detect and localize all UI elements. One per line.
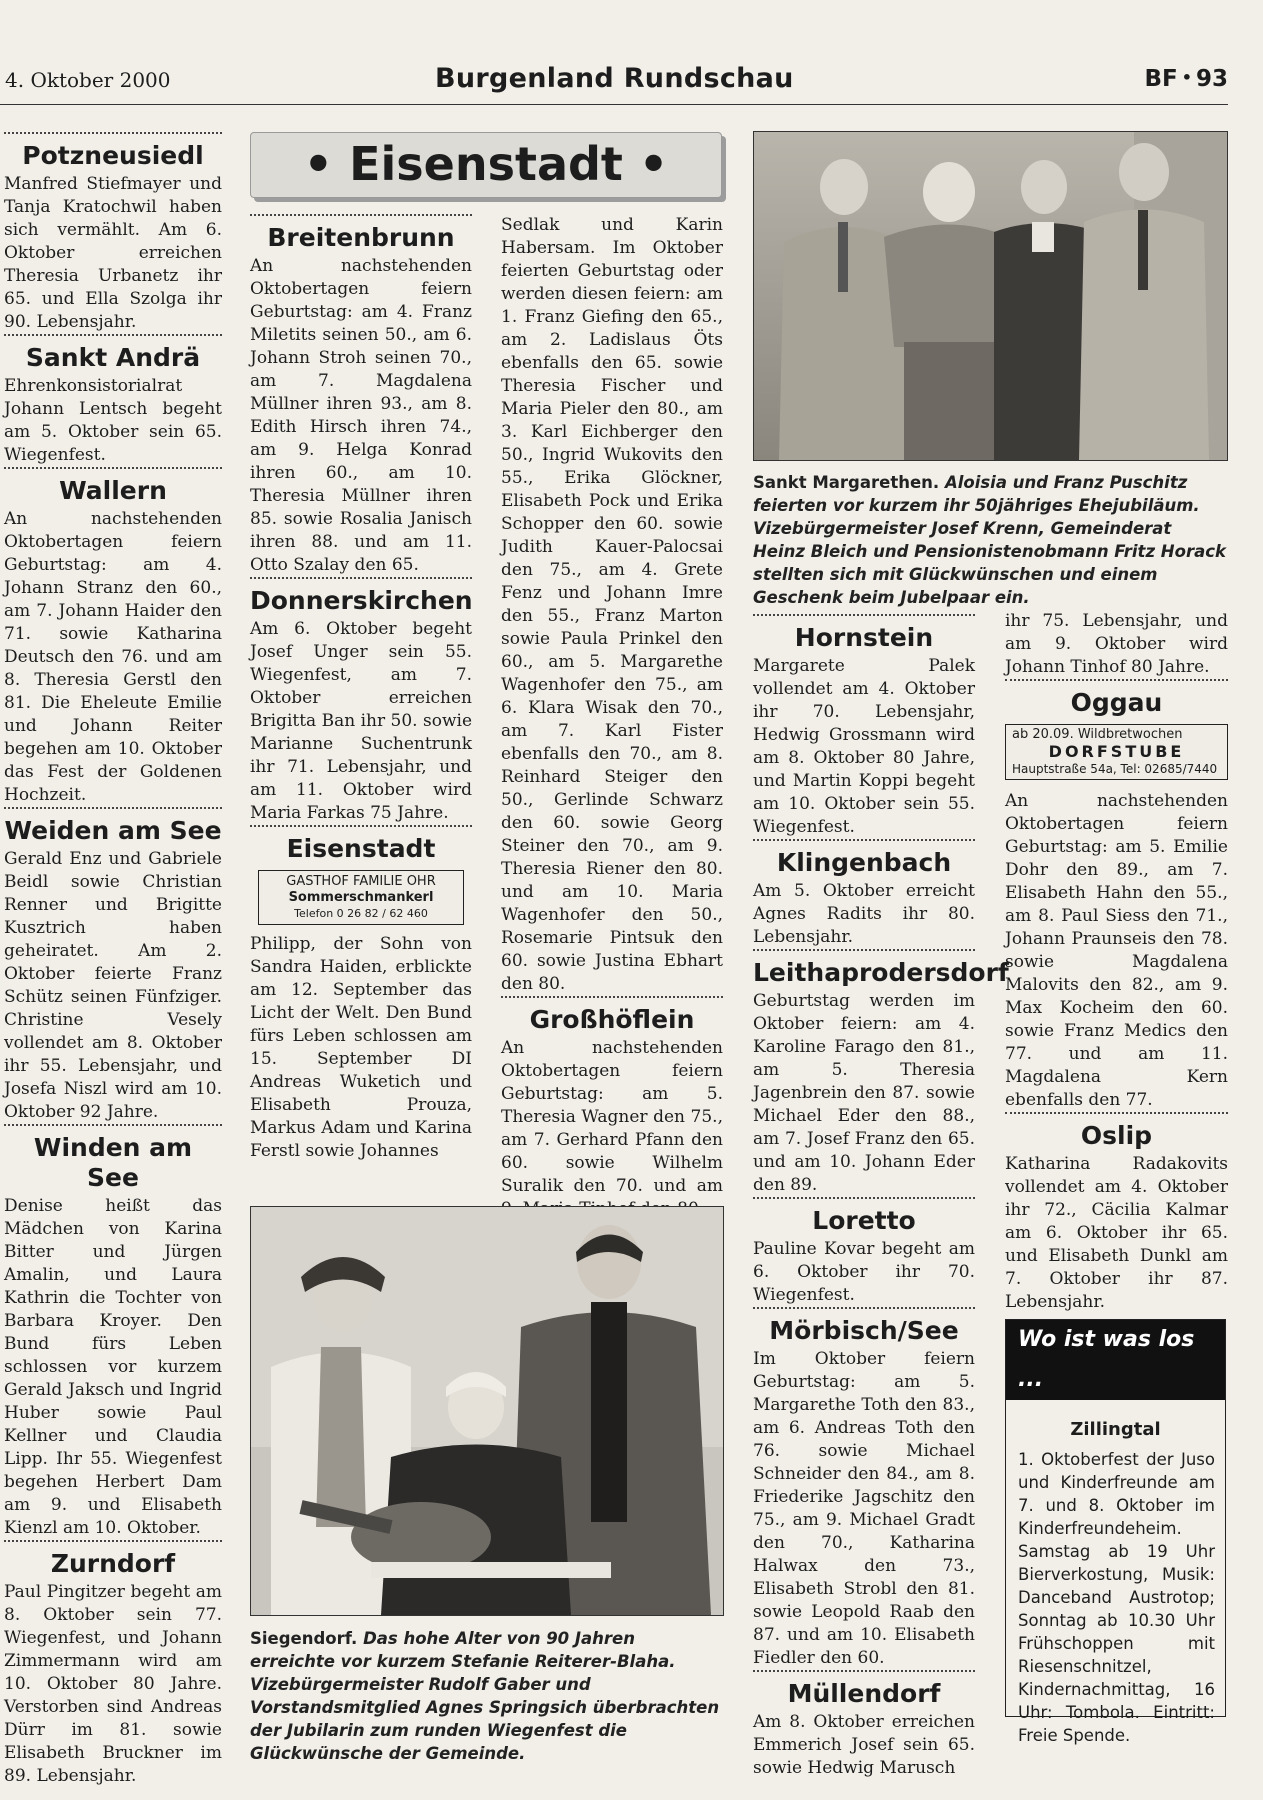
page-number-block — [1145, 66, 1229, 92]
section-text: Am 6. Oktober begeht Josef Unger sein 55. Wiegenfest, am 7. Oktober erreichen Brigitta Ban ihr 50. sowie Marianne Suchentrunk ihr 71. Lebensjahr, und am 11. Oktober wird Maria Farkas 75 Jahre. — [250, 619, 472, 823]
section-heading: Eisenstadt — [250, 825, 472, 864]
section-heading: Zurndorf — [4, 1540, 222, 1579]
section-muellendorf-continued — [1005, 610, 1228, 679]
page-code: BF — [1144, 66, 1178, 92]
ad-line: Hauptstraße 54a, Tel: 02685/7440 — [1012, 762, 1218, 776]
caption-siegendorf — [250, 1627, 725, 1765]
section-text: Am 5. Oktober erreicht Agnes Radits ihr 80. Lebensjahr. — [753, 881, 975, 947]
section-oggau — [1005, 679, 1228, 1112]
section-text: Geburtstag werden im Oktober feiern: am 4. Karoline Farago den 81., am 5. Theresia Jagenbrein den 87. sowie Michael Eder den 88., am 7. Josef Franz den 65. und am 10. Johann Eder den 89. — [753, 991, 975, 1195]
section-heading: Potzneusiedl — [4, 132, 222, 171]
section-heading: Donnerskirchen — [250, 577, 472, 616]
events-box — [1005, 1319, 1226, 1745]
separator-dot: • — [1181, 68, 1192, 87]
section-text: Ehrenkonsistorialrat Johann Lentsch begeht am 5. Oktober sein 65. Wiegenfest. — [4, 376, 222, 465]
section-heading: Großhöflein — [501, 996, 723, 1035]
section-moerbisch — [753, 1307, 975, 1670]
section-weiden-am-see — [4, 807, 222, 1124]
section-heading: Mörbisch/See — [753, 1307, 975, 1346]
section-heading: Winden am See — [4, 1124, 222, 1193]
section-text: Denise heißt das Mädchen von Karina Bitter und Jürgen Amalin, und Laura Kathrin die Tochter von Barbara Kroyer. Den Bund fürs Leben schlossen vor kurzem Gerald Jaksch und Ingrid Huber sowie Paul Kellner und Claudia Lipp. Ihr 55. Wiegenfest begehen Herbert Dam am 9. und Elisabeth Kienzl am 10. Oktober. — [4, 1196, 222, 1538]
section-text: Philipp, der Sohn von Sandra Haiden, erblickte am 12. September das Licht der Welt. Den Bund fürs Leben schlossen am 15. September DI Andreas Wuketich und Elisabeth Prouza, Markus Adam und Karina Ferstl sowie Johannes — [250, 934, 472, 1161]
advertisement-gasthof — [258, 870, 464, 925]
section-text: Paul Pingitzer begeht am 8. Oktober sein 77. Wiegenfest, und Johann Zimmermann wird am 10. Oktober 80 Jahre. Verstorben sind Andreas Dürr im 81. sowie Elisabeth Bruckner im 89. Lebensjahr. — [4, 1582, 222, 1786]
events-box-title: Wo ist was los ... — [1006, 1320, 1225, 1400]
section-text: An nachstehenden Oktobertagen feiern Geburtstag: am 4. Johann Stranz den 60., am 7. Johann Haider den 71. sowie Katharina Deutsch den 76. und am 8. Theresia Gerstl den 81. Die Eheleute Emilie und Johann Reiter begehen am 10. Oktober das Fest der Goldenen Hochzeit. — [4, 509, 222, 805]
section-text: Gerald Enz und Gabriele Beidl sowie Christian Renner und Brigitte Kusztrich haben geheiratet. Am 2. Oktober feierte Franz Schütz seinen Fünfziger. Christine Vesely vollendet am 8. Oktober ihr 55. Lebensjahr, und Josefa Niszl wird am 10. Oktober 92 Jahre. — [4, 849, 222, 1122]
advertisement-dorfstube — [1005, 724, 1228, 780]
ad-line: Telefon 0 26 82 / 62 460 — [294, 907, 428, 920]
section-text: Sedlak und Karin Habersam. Im Oktober feierten Geburtstag oder werden diesen feiern: am 1. Franz Giefing den 65., am 2. Ladislaus Öts ebenfalls den 65. sowie Theresia Fischer und Maria Pieler den 80., am 3. Karl Eichberger den 50., Ingrid Wukovits den 55., Erika Glöckner, Elisabeth Pock und Erika Schopper den 60. sowie Judith Kauer-Palocsai den 75., am 4. Grete Fenz und Johann Imre den 55., Franz Marton sowie Paula Prinkel den 60., am 5. Margarethe Wagenhofer den 75., am 6. Klara Wisak den 70., am 7. Karl Fister ebenfalls den 70., am 8. Reinhard Steiger den 50., Gerlinde Schwarz den 60. sowie Georg Steiner den 70., am 9. Theresia Riener den 80. und am 10. Maria Wagenhofer den 50., Rosemarie Pintsuk den 60. sowie Justina Ebhart den 80. — [501, 215, 723, 994]
column-3 — [501, 214, 723, 1221]
section-text: Im Oktober feiern Geburtstag: am 5. Margarethe Toth den 83., am 6. Andreas Toth den 76. sowie Michael Schneider den 84., am 8. Friederike Jagschitz den 75., am 9. Michael Gradt den 70., Katharina Halwax den 73., Elisabeth Strobl den 81. sowie Leopold Raab den 87. und am 10. Elisabeth Fiedler den 60. — [753, 1349, 975, 1668]
caption-lead: Sankt Margarethen. — [753, 473, 940, 492]
section-heading: Hornstein — [753, 614, 975, 653]
section-oslip — [1005, 1112, 1228, 1314]
section-hornstein — [753, 614, 975, 839]
caption-lead: Siegendorf. — [250, 1629, 358, 1648]
section-eisenstadt — [250, 825, 472, 1163]
section-donnerskirchen — [250, 577, 472, 825]
region-banner-title: • Eisenstadt • — [303, 137, 669, 191]
issue-date: 4. Oktober 2000 — [5, 68, 171, 92]
section-text: Am 8. Oktober erreichen Emmerich Josef sein 65. sowie Hedwig Marusch — [753, 1712, 975, 1778]
photo-siegendorf — [250, 1206, 724, 1616]
events-text: 1. Oktoberfest der Juso und Kinderfreunde am 7. und 8. Oktober im Kinderfreundeheim. Samstag ab 19 Uhr Bierverkostung, Musik: Danceband Austrotop; Sonntag ab 10.30 Uhr Frühschoppen mit Riesenschnitzel, Kindernachmittag, 16 Uhr: Tombola. Eintritt: Freie Spende. — [1018, 1450, 1215, 1745]
section-heading: Wallern — [4, 467, 222, 506]
section-heading: Oslip — [1005, 1112, 1228, 1151]
section-heading: Klingenbach — [753, 839, 975, 878]
section-sankt-andrae — [4, 334, 222, 467]
section-text: An nachstehenden Oktobertagen feiern Geburtstag: am 4. Franz Miletits seinen 50., am 6. Johann Stroh seinen 70., am 7. Magdalena Müllner ihren 93., am 8. Edith Hirsch ihren 74., am 9. Helga Konrad ihren 60., am 10. Theresia Müllner ihren 85. sowie Rosalia Janisch ihren 88. und am 11. Otto Szalay den 65. — [250, 256, 472, 575]
section-wallern — [4, 467, 222, 807]
column-2 — [250, 214, 472, 1163]
ad-line: DORFSTUBE — [1048, 742, 1185, 761]
page-header — [0, 60, 1228, 105]
column-5 — [1005, 610, 1228, 1314]
section-heading: Sankt Andrä — [4, 334, 222, 373]
section-breitenbrunn — [250, 214, 472, 577]
section-potzneusiedl — [4, 132, 222, 334]
section-heading: Weiden am See — [4, 807, 222, 846]
section-klingenbach — [753, 839, 975, 949]
newspaper-title: Burgenland Rundschau — [435, 63, 794, 94]
section-heading: Leithaprodersdorf — [753, 949, 975, 988]
ad-line: GASTHOF FAMILIE OHR — [286, 874, 436, 889]
section-text: Katharina Radakovits vollendet am 4. Oktober ihr 72., Cäcilia Kalmar am 6. Oktober ihr 65. und Elisabeth Dunkl am 7. Oktober ihr 87. Lebensjahr. — [1005, 1154, 1228, 1312]
ad-line: Sommerschmankerl — [288, 890, 434, 905]
section-text: Pauline Kovar begeht am 6. Oktober ihr 70. Wiegenfest. — [753, 1239, 975, 1305]
caption-text: Das hohe Alter von 90 Jahren erreichte vor kurzem Stefanie Reiterer-Blaha. Vizebürgermeister Rudolf Gaber und Vorstandsmitglied Agnes Springsich überbrachten der Jubilarin zum runden Wiegenfest die Glückwünsche der Gemeinde. — [250, 1629, 720, 1763]
section-grosshoeflein — [501, 996, 723, 1221]
section-text: An nachstehenden Oktobertagen feiern Geburtstag: am 5. Theresia Wagner den 75., am 7. Gerhard Pfann den 60. sowie Wilhelm Suralik den 70. und am — [501, 1038, 723, 1196]
section-text: Margarete Palek vollendet am 4. Oktober ihr 70. Lebensjahr, Hedwig Grossmann wird am 8. Oktober 80 Jahre, und Martin Koppi begeht am 10. Oktober sein 55. Wiegenfest. — [753, 656, 975, 837]
events-place: Zillingtal — [1070, 1419, 1161, 1440]
photo-sankt-margarethen — [753, 131, 1228, 461]
section-heading: Loretto — [753, 1197, 975, 1236]
page-number: 93 — [1195, 66, 1228, 92]
section-eisenstadt-continued — [501, 214, 723, 996]
section-heading: Breitenbrunn — [250, 214, 472, 253]
section-zurndorf — [4, 1540, 222, 1788]
ad-line: ab 20.09. Wildbretwochen — [1012, 727, 1183, 742]
section-heading: Oggau — [1005, 679, 1228, 718]
section-winden-am-see — [4, 1124, 222, 1540]
caption-text: Aloisia und Franz Puschitz feierten vor kurzem ihr 50jähriges Ehejubiläum. Vizebürgermeister Josef Krenn, Gemeinderat Heinz Bleich und Pensionistenobmann Fritz Horack stellten sich mit Glückwünschen und einem Geschenk beim Jubelpaar ein. — [753, 473, 1226, 607]
section-leithaprodersdorf — [753, 949, 1009, 1197]
section-text: An nachstehenden Oktobertagen feiern Geburtstag: am 5. Emilie Dohr den 89., am 7. Elisabeth Hahn den 55., am 8. Paul Siess den 71., Johann Praunseis den 78. sowie Magdalena Malovits den 82., am 9. Max Kocheim den 60. sowie Franz Medics den 77. und am 11. Magdalena Kern ebenfalls den 77. — [1005, 791, 1228, 1110]
section-muellendorf — [753, 1670, 975, 1780]
section-text: ihr 75. Lebensjahr, und am 9. Oktober wird Johann Tinhof 80 Jahre. — [1005, 611, 1228, 677]
column-4 — [753, 614, 1009, 1780]
caption-sankt-margarethen — [753, 471, 1228, 609]
section-loretto — [753, 1197, 975, 1307]
column-1 — [4, 132, 222, 1788]
section-heading: Müllendorf — [753, 1670, 975, 1709]
section-text: Manfred Stiefmayer und Tanja Kratochwil haben sich vermählt. Am 6. Oktober erreichen Theresia Urbanetz ihr 65. und Ella Szolga ihr 90. Lebensjahr. — [4, 174, 222, 332]
region-banner — [250, 132, 722, 198]
